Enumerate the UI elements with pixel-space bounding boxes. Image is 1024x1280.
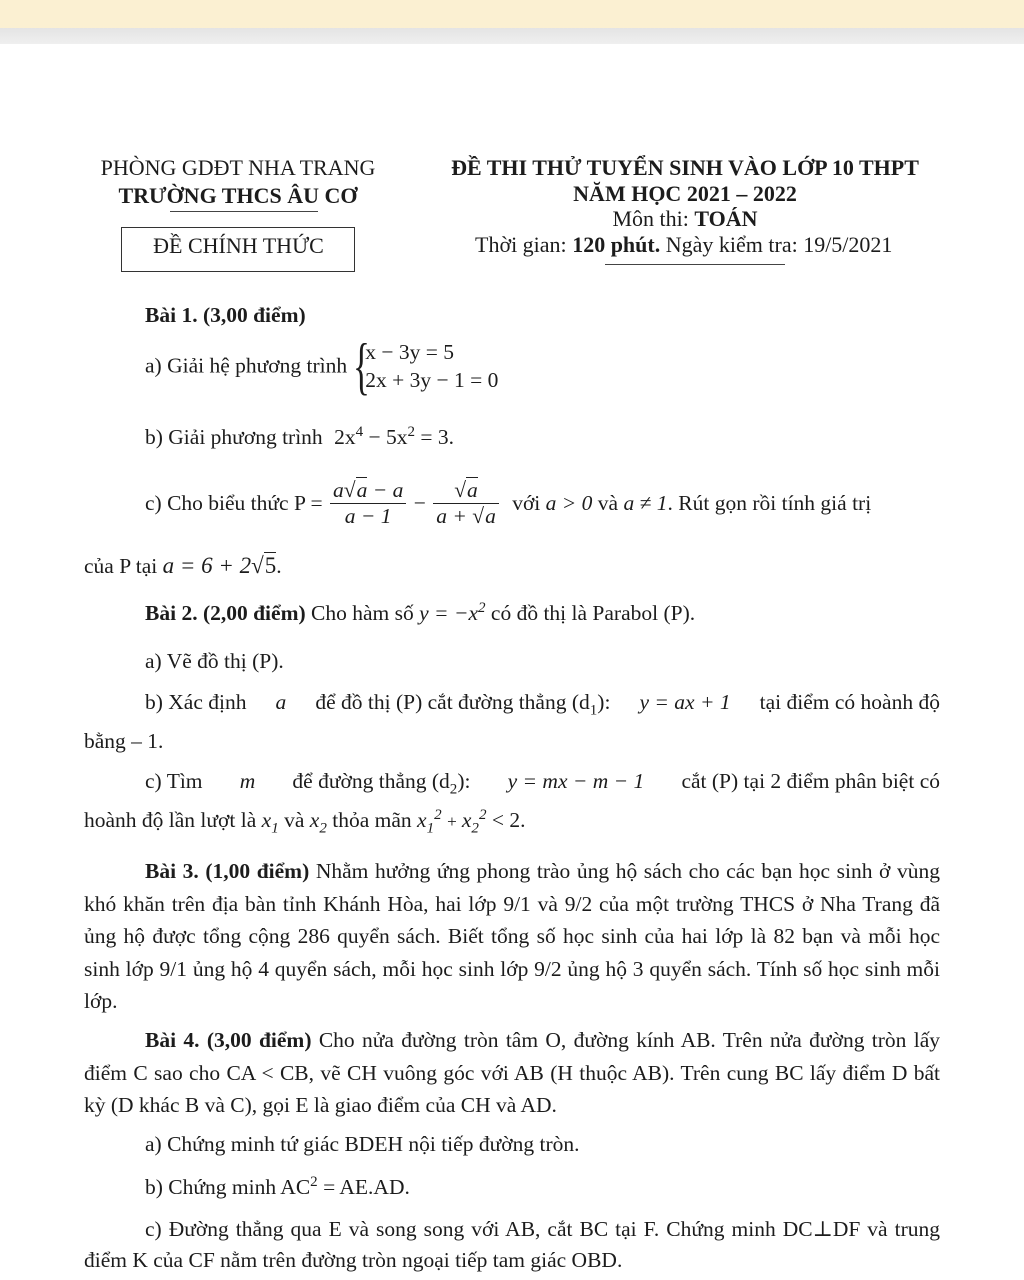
bai1-c <box>145 478 871 529</box>
bai2-c: c) Tìm m để đường thẳng $(d_2)$: y = mx − m − 1 cắt (P) tại 2 điểm phân biệt có <box>145 769 940 798</box>
bai1-b <box>145 425 454 450</box>
bai2-c-line2: hoành độ lần lượt là $x_1$ và $x_2$ thỏa mãn $x_1^2 + x_2^2 < 2$. <box>84 806 526 837</box>
top-window-bar <box>0 0 1024 28</box>
school-underline <box>170 211 318 212</box>
subject-label: Môn thi: <box>612 206 689 231</box>
fraction-2: $\frac{√a}{a + √a}$ <box>433 478 499 529</box>
dept-name: PHÒNG GDĐT NHA TRANG <box>100 155 376 180</box>
top-shadow-band <box>0 28 1024 44</box>
bai2-title: Bài 2. (2,00 điểm) <box>145 601 306 625</box>
bai4-a: a) Chứng minh tứ giác BDEH nội tiếp đường tròn. <box>145 1132 580 1156</box>
brace-symbol: { <box>352 330 370 401</box>
bai1-c-label: c) Cho biểu thức P = <box>145 491 323 515</box>
fraction-1: $\frac{a√a - a}{a - 1}$ <box>330 478 406 529</box>
bai2-b-line2: bằng – 1. <box>84 729 164 753</box>
exam-title: ĐỀ THI THỬ TUYỂN SINH VÀO LỚP 10 THPT <box>451 155 919 180</box>
bai4-b: b) Chứng minh $AC^2 = AE.AD$. <box>145 1173 410 1199</box>
bai2-b: b) Xác định a để đồ thị (P) cắt đường thẳng $(d_1)$: y = ax + 1 tại điểm có hoành độ <box>145 690 940 719</box>
bai3-paragraph <box>84 855 940 1018</box>
exam-date: Ngày kiểm tra: 19/5/2021 <box>665 232 893 257</box>
school-name: TRƯỜNG THCS ÂU CƠ <box>118 183 358 208</box>
time-label: Thời gian: <box>475 232 567 257</box>
official-label: ĐỀ CHÍNH THỨC <box>153 233 324 258</box>
minus-sign: − <box>413 491 426 515</box>
time-value: 120 phút. <box>572 232 661 257</box>
bai4-text: Cho nửa đường tròn tâm O, đường kính AB. Trên nửa đường tròn lấy điểm C sao cho CA < CB, vẽ CH vuông góc với AB (H thuộc AB). Trên cung BC lấy điểm D bất kỳ (D khác B và C), gọi E là giao điểm của CH và AD. <box>84 1028 940 1117</box>
subject-value: TOÁN <box>694 206 758 231</box>
time-line <box>475 232 892 258</box>
equation-system <box>352 330 499 401</box>
header-underline <box>605 264 785 265</box>
bai1-title: Bài 1. (3,00 điểm) <box>145 303 306 327</box>
bai4-paragraph <box>84 1024 940 1122</box>
bai3-title: Bài 3. (1,00 điểm) <box>145 859 310 883</box>
bai1-c-line2: của P tại a = 6 + 2√5. <box>84 553 282 578</box>
bai1-c-condition: với a > 0 và a ≠ 1. Rút gọn rồi tính giá trị <box>512 491 872 515</box>
bai1-b-label: b) Giải phương trình <box>145 425 323 449</box>
bai1-a-label: a) Giải hệ phương trình <box>145 353 348 378</box>
bai4-title: Bài 4. (3,00 điểm) <box>145 1028 312 1052</box>
function-expression: $y = -x^2$ <box>419 599 486 625</box>
bai1-a <box>145 330 499 401</box>
bai3-text: Nhằm hưởng ứng phong trào ủng hộ sách cho các bạn học sinh ở vùng khó khăn trên địa bàn tỉnh Khánh Hòa, hai lớp 9/1 và 9/2 của một trường THCS ở Nha Trang đã ủng hộ được tổng cộng 286 quyển sách. Biết tổng số học sinh của hai lớp là 82 bạn và mỗi học sinh lớp 9/1 ủng hộ 4 quyển sách, mỗi học sinh lớp 9/2 ủng hộ 3 quyển sách. Tính số học sinh mỗi lớp. <box>84 859 940 1013</box>
bai4-c: c) Đường thẳng qua E và song song với AB, cắt BC tại F. Chứng minh DC⊥DF và trung điểm K của CF nằm trên đường tròn ngoại tiếp tam giác OBD. <box>84 1217 940 1272</box>
system-eq2: 2x + 3y − 1 = 0 <box>365 368 499 392</box>
system-eq1: x − 3y = 5 <box>365 340 454 364</box>
bai2-a: a) Vẽ đồ thị (P). <box>145 649 284 673</box>
school-year: NĂM HỌC 2021 – 2022 <box>573 181 797 206</box>
bai2-intro: Bài 2. (2,00 điểm) Cho hàm số $y = -x^2$ có đồ thị là Parabol (P). <box>145 599 696 625</box>
subject-line <box>430 206 940 232</box>
bai1-b-equation: $2x^4 - 5x^2 = 3$. <box>334 423 455 449</box>
